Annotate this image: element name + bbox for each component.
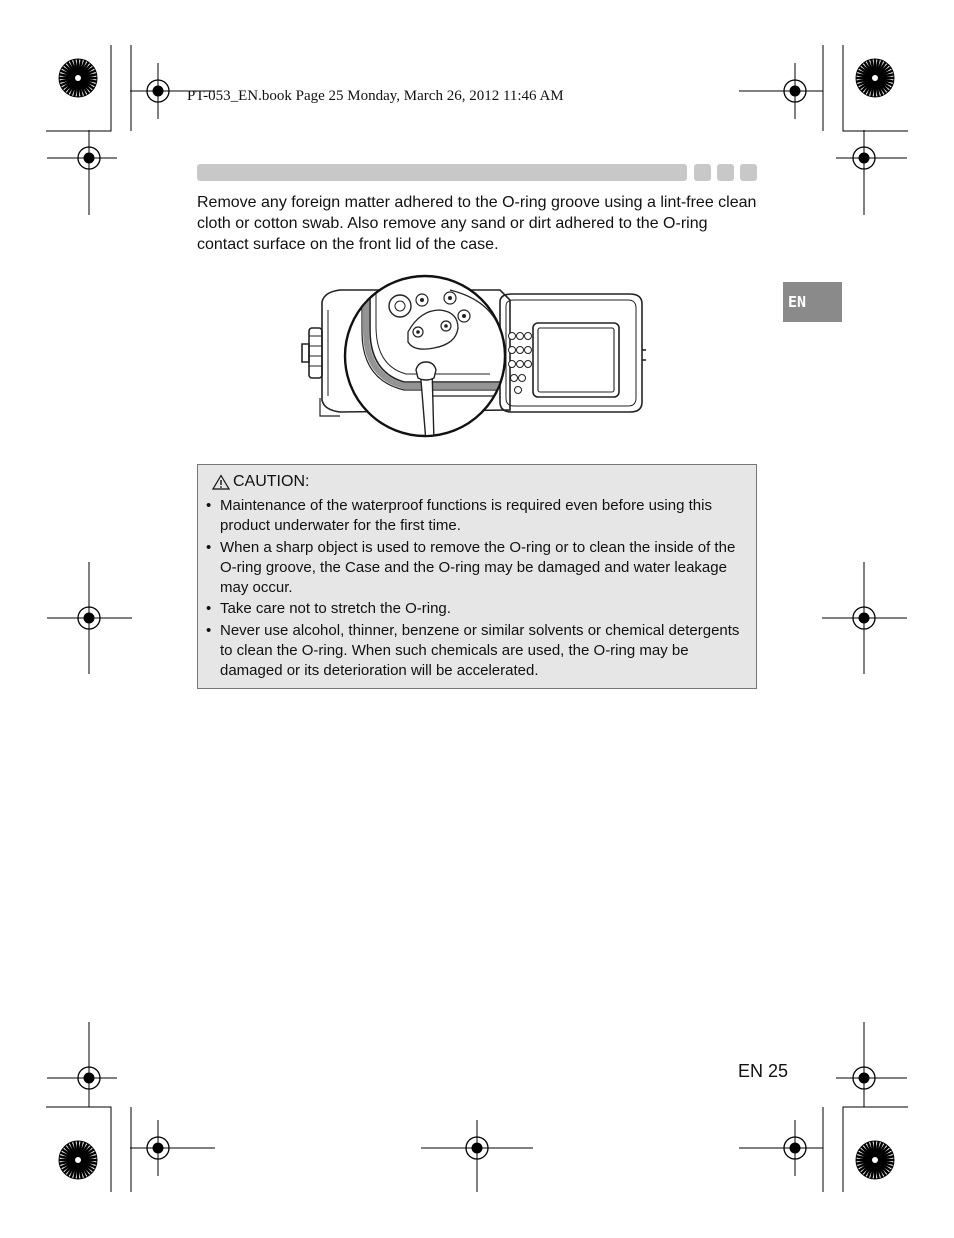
caution-box (197, 464, 757, 689)
page-number: EN 25 (738, 1061, 789, 1081)
language-tab: EN (783, 282, 842, 322)
warning-triangle-icon (212, 474, 230, 490)
bullet-mark: • (206, 621, 212, 639)
title-band-square (694, 164, 711, 181)
bullet-mark: • (206, 600, 212, 617)
caution-item-text: When a sharp object is used to remove the O-ring or to clean the inside of the O-ring groove, the Case and the O-ring may be damaged and water leakage may occur. (220, 538, 736, 596)
bullet-mark: • (206, 538, 212, 556)
caution-item-text: Never use alcohol, thinner, benzene or similar solvents or chemical detergents to clean the O-ring. When such chemicals are used, the O-ring may be damaged or its deterioration will be accelerated. (220, 621, 740, 679)
caution-item-text: Maintenance of the waterproof functions is required even before using this product underwater for the first time. (220, 497, 712, 534)
bullet-mark: • (206, 497, 212, 514)
section-title-band (197, 164, 687, 181)
caution-heading (212, 473, 309, 491)
caution-item (206, 621, 746, 681)
caution-item-text: Take care not to stretch the O-ring. (220, 600, 451, 617)
title-band-square (717, 164, 734, 181)
instruction-paragraph: Remove any foreign matter adhered to the O-ring groove using a lint-free clean cloth or cotton swab. Also remove any sand or dirt adhered to the O-ring contact surface on the front lid of the case. (197, 194, 757, 253)
caution-item (206, 599, 746, 619)
caution-list (206, 496, 746, 682)
caution-title: CAUTION: (233, 473, 310, 490)
caution-item (206, 496, 746, 536)
caution-item (206, 538, 746, 598)
book-header-line: PT-053_EN.book Page 25 Monday, March 26, 2012 11:46 AM (187, 88, 564, 104)
underwater-case-oring-illustration (300, 270, 660, 442)
title-band-square (740, 164, 757, 181)
